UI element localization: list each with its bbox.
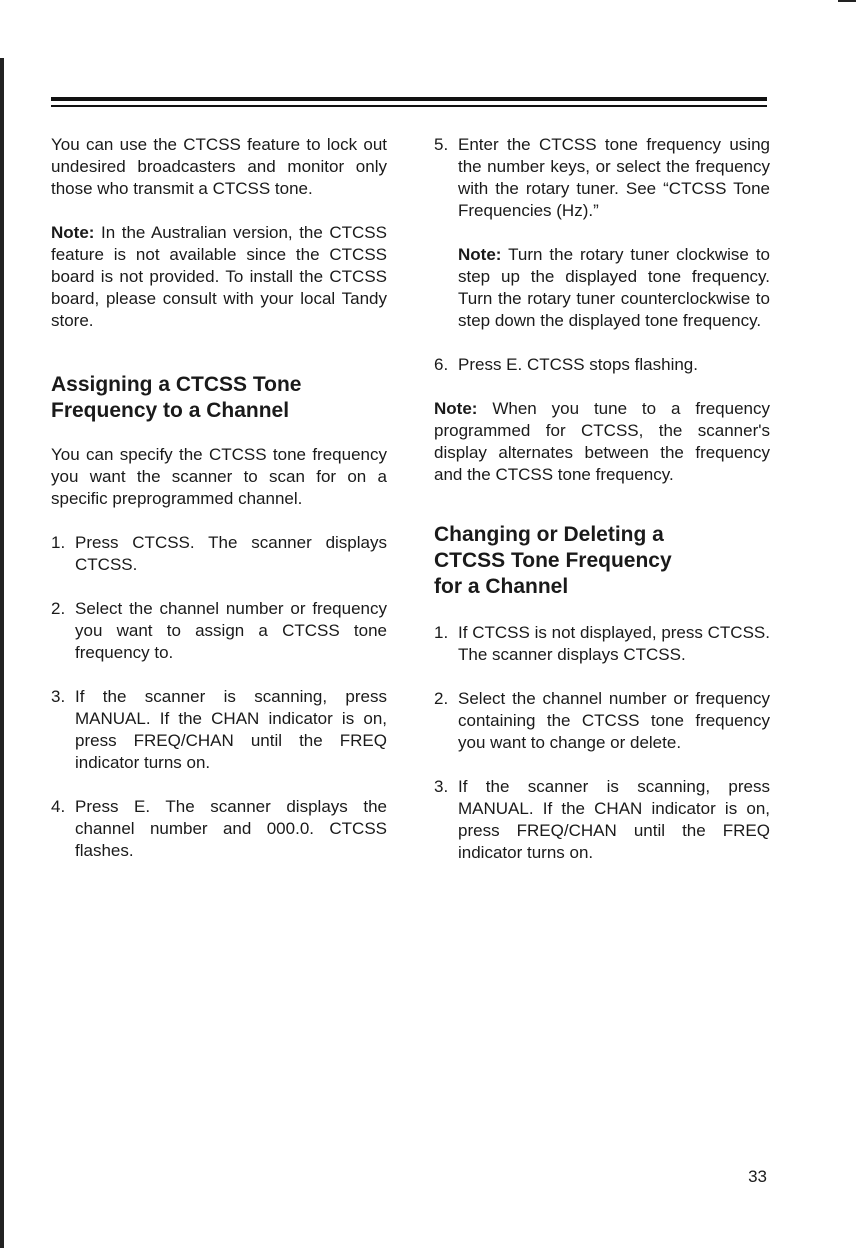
header-rule-thick <box>51 97 767 101</box>
list-item <box>434 622 770 666</box>
note-label: Note: <box>51 223 95 242</box>
step-text: Press CTCSS. The scanner displays CTCSS. <box>75 533 387 574</box>
header-rule-thin <box>51 105 767 107</box>
heading-line: Changing or Deleting a <box>434 523 664 546</box>
step-text: Enter the CTCSS tone frequency using the number keys, or select the frequency with the rotary tuner. See “CTCSS Tone Frequencies (Hz).” <box>458 135 770 220</box>
list-item <box>434 776 770 864</box>
list-item <box>434 134 770 222</box>
heading-assigning <box>51 372 387 424</box>
step-number: 3. <box>434 777 449 796</box>
heading-line: CTCSS Tone Frequency <box>434 549 672 572</box>
step-text: If the scanner is scanning, press MANUAL. If the CHAN indicator is on, press FREQ/CHAN until the FREQ indicator turns on. <box>458 777 770 862</box>
note-label: Note: <box>434 399 478 418</box>
heading-line: Assigning a CTCSS Tone <box>51 373 302 396</box>
note-rotary <box>434 244 770 332</box>
assign-intro: You can specify the CTCSS tone frequency you want the scanner to scan for on a specific preprogrammed channel. <box>51 445 387 508</box>
scan-edge <box>0 58 4 1248</box>
heading-line: Frequency to a Channel <box>51 399 290 422</box>
step-number: 2. <box>51 599 66 618</box>
list-item <box>434 354 770 376</box>
note-label: Note: <box>458 245 502 264</box>
list-item <box>51 796 387 862</box>
step-number: 1. <box>51 533 66 552</box>
step-text: Press E. The scanner displays the channel number and 000.0. CTCSS flashes. <box>75 797 387 860</box>
left-column <box>51 134 387 862</box>
list-item <box>51 686 387 774</box>
step-number: 4. <box>51 797 66 816</box>
intro-paragraph: You can use the CTCSS feature to lock out undesired broadcasters and monitor only those who transmit a CTCSS tone. <box>51 135 387 198</box>
list-item <box>51 598 387 664</box>
corner-mark <box>838 0 856 2</box>
note-text: Turn the rotary tuner clockwise to step up the displayed tone frequency. Turn the rotary tuner counterclockwise to step down the displayed tone frequency. <box>458 245 770 330</box>
list-item <box>434 688 770 754</box>
note-text: In the Australian version, the CTCSS feature is not available since the CTCSS board is not provided. To install the CTCSS board, please consult with your local Tandy store. <box>51 223 387 330</box>
step-number: 6. <box>434 355 449 374</box>
step-text: Select the channel number or frequency you want to assign a CTCSS tone frequency to. <box>75 599 387 662</box>
step-number: 2. <box>434 689 449 708</box>
note-australian <box>51 222 387 332</box>
step-text: If CTCSS is not displayed, press CTCSS. The scanner displays CTCSS. <box>458 623 770 664</box>
step-number: 1. <box>434 623 449 642</box>
list-item <box>51 532 387 576</box>
note-text: When you tune to a frequency programmed for CTCSS, the scanner's display alternates between the frequency and the CTCSS tone frequency. <box>434 399 770 484</box>
step-text: Press E. CTCSS stops flashing. <box>458 355 698 374</box>
heading-changing <box>434 522 770 600</box>
step-text: If the scanner is scanning, press MANUAL. If the CHAN indicator is on, press FREQ/CHAN until the FREQ indicator turns on. <box>75 687 387 772</box>
step-number: 3. <box>51 687 66 706</box>
right-column <box>434 134 770 864</box>
note-tuning <box>434 398 770 486</box>
step-text: Select the channel number or frequency containing the CTCSS tone frequency you want to change or delete. <box>458 689 770 752</box>
page-number: 33 <box>748 1167 767 1186</box>
step-number: 5. <box>434 135 449 154</box>
heading-line: for a Channel <box>434 575 569 598</box>
